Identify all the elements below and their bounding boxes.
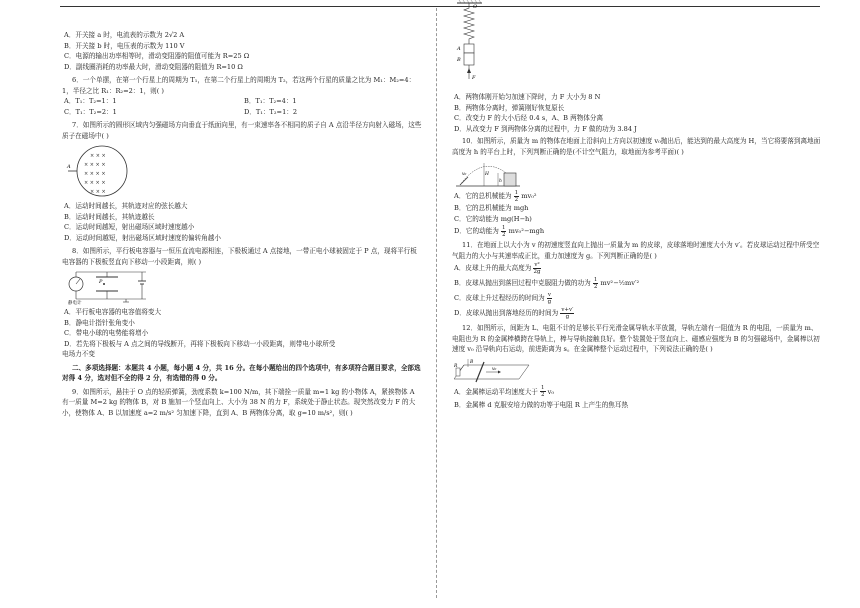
fraction-denominator: 2 bbox=[541, 392, 545, 398]
q11-option-c bbox=[452, 291, 824, 306]
q9-point-o-label: O bbox=[473, 4, 478, 10]
fraction bbox=[560, 307, 574, 320]
fraction-denominator: 2 bbox=[501, 231, 506, 238]
q6-option-b: B．T₁：T₂=4：1 bbox=[244, 97, 297, 105]
q9-force-label: F bbox=[472, 75, 476, 81]
fraction bbox=[501, 225, 507, 238]
q12-resistor-label: R bbox=[454, 363, 458, 369]
left-column bbox=[62, 30, 422, 418]
projectile-platform bbox=[454, 159, 524, 189]
q11-option-d bbox=[452, 306, 824, 321]
q7-option-a: A．运动时间越长，其轨迹对应的弦长越大 bbox=[64, 202, 188, 210]
q12-figure bbox=[454, 357, 824, 385]
magnetic-field-circle bbox=[66, 143, 136, 199]
spring-blocks bbox=[452, 0, 492, 88]
fraction bbox=[533, 262, 540, 275]
section-2-heading: 二、多项选择题：本题共 4 小题，每小题 4 分，共 16 分。在每小题给出的四个选项中，有多项符合题目要求，全部选对得 4 分，选对但不全的得 2 分，有选错的得 0 分。 bbox=[62, 363, 421, 382]
rail-rod-figure bbox=[454, 357, 534, 385]
q7-option-b: B．运动时间越长，其轨迹越长 bbox=[64, 212, 155, 221]
question-9: 9．如图所示，悬挂于 O 点的轻质弹簧，劲度系数 k=100 N/m，其下端拴一质量 m=1 kg 的小物体 A，紧挨物体 A 有一质量 M=2 kg 的物体 B，对 B 施加一个竖直向上、大小为 38 N 的力 F，系统处于静止状态。现突然改变力 F 的大小，使物体 A、B 以加速度 a=2 m/s² 匀加速下降，直到 A、B 两物体分离，取 g=10 m/s²，则( ) bbox=[62, 387, 416, 417]
q12-field-label: B bbox=[470, 359, 474, 365]
fraction-numerator: 1 bbox=[501, 224, 506, 231]
fraction-numerator: v bbox=[547, 291, 551, 298]
fraction-numerator: 1 bbox=[514, 189, 519, 196]
q6-option-c: C．T₁：T₂=2：1 bbox=[64, 107, 117, 116]
fraction-numerator: 1 bbox=[541, 385, 545, 391]
q6-options-2 bbox=[62, 107, 422, 118]
q8-option-d: D．若先将下极板与 A 点之间的导线断开，再将下极板向下移动一小段距离，则带电小球所受 bbox=[64, 339, 336, 348]
q10-option-d bbox=[452, 224, 824, 238]
q8-figure bbox=[66, 269, 422, 305]
fraction-numerator: 1 bbox=[593, 276, 598, 283]
q9-option-b: B．两物体分离时，弹簧刚好恢复原长 bbox=[454, 103, 565, 112]
q10-max-height-label: H bbox=[485, 172, 489, 177]
fraction-denominator: g bbox=[565, 313, 570, 320]
q6-options bbox=[62, 96, 422, 107]
right-column bbox=[452, 92, 824, 410]
q9-block-b-label: B bbox=[457, 57, 461, 63]
q8-option-d-cont: 电场力不变 bbox=[62, 350, 95, 358]
q10-platform-height-label: h bbox=[499, 179, 502, 184]
question-11: 11．在地面上以大小为 v 的初速度竖直向上抛出一质量为 m 的皮球，皮球落地时速度大小为 v′。若皮球运动过程中所受空气阻力的大小与其速率成正比，重力加速度为 g。下列判断正确的是( ) bbox=[452, 241, 820, 260]
q8-option-b: B．静电计指针张角变小 bbox=[64, 318, 135, 327]
top-rule-right bbox=[484, 6, 820, 7]
q7-point-label: A bbox=[67, 164, 71, 170]
q10-option-c: C．它的动能为 mg(H−h) bbox=[454, 214, 532, 223]
q8-option-c: C．带电小球的电势能将增小 bbox=[64, 329, 149, 337]
q6-option-a: A．T₁：T₂=1：1 bbox=[64, 97, 117, 105]
column-divider bbox=[436, 8, 437, 598]
q9-figure bbox=[452, 0, 492, 92]
q10-option-d-text: D．它的动能为 bbox=[454, 227, 499, 235]
svg-text:× × ×: × × × bbox=[90, 153, 106, 159]
fraction-denominator: 2g bbox=[533, 268, 541, 275]
question-12: 12．如图所示，间距为 L、电阻不计的足够长平行光滑金属导轨水平放置，导轨左端有一阻值为 R 的电阻，一质量为 m、电阻也为 R 的金属棒横跨在导轨上，棒与导轨接触良好。整个装置处于竖直向上、磁感应强度为 B 的匀强磁场中，金属棒以初速度 v₀ 沿导轨向右运动，前进距离为 s。在金属棒整个运动过程中，下列说法正确的是( ) bbox=[452, 324, 820, 353]
fraction-denominator: 2 bbox=[593, 283, 598, 290]
q7-option-d: D．运动时间越短，射出磁场区域时速度的偏转角越小 bbox=[64, 233, 221, 242]
q10-option-b: B．它的总机械能为 mgh bbox=[454, 204, 529, 212]
q12-option-a bbox=[452, 385, 824, 400]
q5-option-d: D．副线圈消耗的功率最大时，滑动变阻器的阻值为 R=10 Ω bbox=[64, 62, 243, 71]
q11-option-a bbox=[452, 261, 824, 276]
svg-text:× × × ×: × × × × bbox=[84, 180, 106, 186]
svg-text:× × × ×: × × × × bbox=[84, 162, 106, 168]
q10-option-a-tail: mv₀² bbox=[521, 192, 537, 200]
q10-velocity-label: v₀ bbox=[462, 172, 467, 177]
fraction bbox=[514, 190, 520, 203]
q11-option-b bbox=[452, 276, 824, 291]
svg-text:× × ×: × × × bbox=[90, 189, 106, 195]
q11-option-c-text: C．皮球上升过程经历的时间为 bbox=[454, 294, 545, 302]
question-6: 6．一个单摆，在第一个行星上的周期为 T₁，在第二个行星上的周期为 T₂，若这两个行星的质量之比为 M₁：M₂=4：1，半径之比 R₁：R₂=2：1，则( ) bbox=[62, 76, 416, 95]
q11-option-a-text: A．皮球上升的最大高度为 bbox=[454, 264, 532, 272]
q10-option-d-tail: mv₀²−mgh bbox=[508, 227, 545, 235]
question-8: 8．如图所示，平行板电容器与一恒压直流电源相连，下极板通过 A 点接地，一带正电小球被固定于 P 点，现将平行板电容器的下极板竖直向下移动一小段距离，则( ) bbox=[62, 247, 417, 266]
q7-figure bbox=[66, 143, 422, 199]
q8-point-p-label: P bbox=[99, 279, 103, 285]
fraction-denominator: 2 bbox=[514, 196, 519, 203]
q9-option-d: D．从改变力 F 到两物体分离的过程中，力 F 做的功为 3.84 J bbox=[454, 124, 637, 133]
svg-text:× × × ×: × × × × bbox=[84, 171, 106, 177]
q11-option-b-text: B．皮球从抛出到落回过程中克服阻力做的功为 bbox=[454, 279, 591, 287]
q9-block-a-label: A bbox=[457, 46, 461, 52]
fraction bbox=[540, 385, 546, 398]
q6-option-d: D．T₁：T₂=1：2 bbox=[244, 107, 298, 116]
q5-option-c: C．电源的输出功率相等时，滑动变阻器的阻值可能为 R=25 Ω bbox=[64, 52, 250, 60]
q5-option-a: A．开关接 a 时，电流表的示数为 2√2 A bbox=[64, 31, 185, 39]
q10-figure bbox=[454, 159, 824, 189]
q10-option-a-text: A．它的总机械能为 bbox=[454, 192, 512, 200]
q11-option-d-text: D．皮球从抛出到落地经历的时间为 bbox=[454, 309, 559, 317]
q12-option-b: B．金属棒 d 克服安培力做的功等于电阻 R 上产生的焦耳热 bbox=[454, 400, 629, 409]
q12-velocity-label: v₀ bbox=[492, 366, 497, 372]
capacitor-circuit bbox=[66, 269, 156, 305]
question-7: 7．如图所示的圆形区域内匀强磁场方向垂直于纸面向里，有一束速率各不相同的质子自 A 点沿半径方向射入磁场，这些质子在磁场中( ) bbox=[62, 121, 422, 140]
q7-option-c: C．运动时间越短，射出磁场区域时速度越小 bbox=[64, 223, 195, 231]
fraction-numerator: v+v′ bbox=[561, 306, 574, 313]
fraction-numerator: v² bbox=[534, 261, 540, 268]
q8-option-a: A．平行板电容器的电容值将变大 bbox=[64, 308, 162, 316]
q9-option-c: C．改变力 F 的大小后经 0.4 s，A、B 两物体分离 bbox=[454, 114, 604, 122]
fraction bbox=[547, 292, 552, 305]
q12-option-a-tail: v₀ bbox=[547, 387, 554, 396]
q8-meter-label: 静电计 bbox=[68, 301, 82, 305]
fraction bbox=[593, 277, 599, 290]
fraction-denominator: g bbox=[547, 298, 552, 305]
q9-option-a: A．两物体刚开始匀加速下降时，力 F 大小为 8 N bbox=[454, 93, 601, 101]
q5-option-b: B．开关接 b 时，电压表的示数为 110 V bbox=[64, 41, 185, 50]
question-10: 10．如图所示，质量为 m 的物体在地面上沿斜向上方向以初速度 v₀抛出后，能达到的最大高度为 H，当它将要落到离地面高度为 h 的平台上时，下列判断正确的是(不计空气阻力，取地面为参考平面)( ) bbox=[452, 137, 821, 156]
q12-option-a-text: A．金属棒运动平均速度大于 bbox=[454, 387, 538, 396]
q11-option-b-tail: mv²−½mv′² bbox=[600, 279, 640, 287]
q10-option-a bbox=[452, 189, 824, 203]
